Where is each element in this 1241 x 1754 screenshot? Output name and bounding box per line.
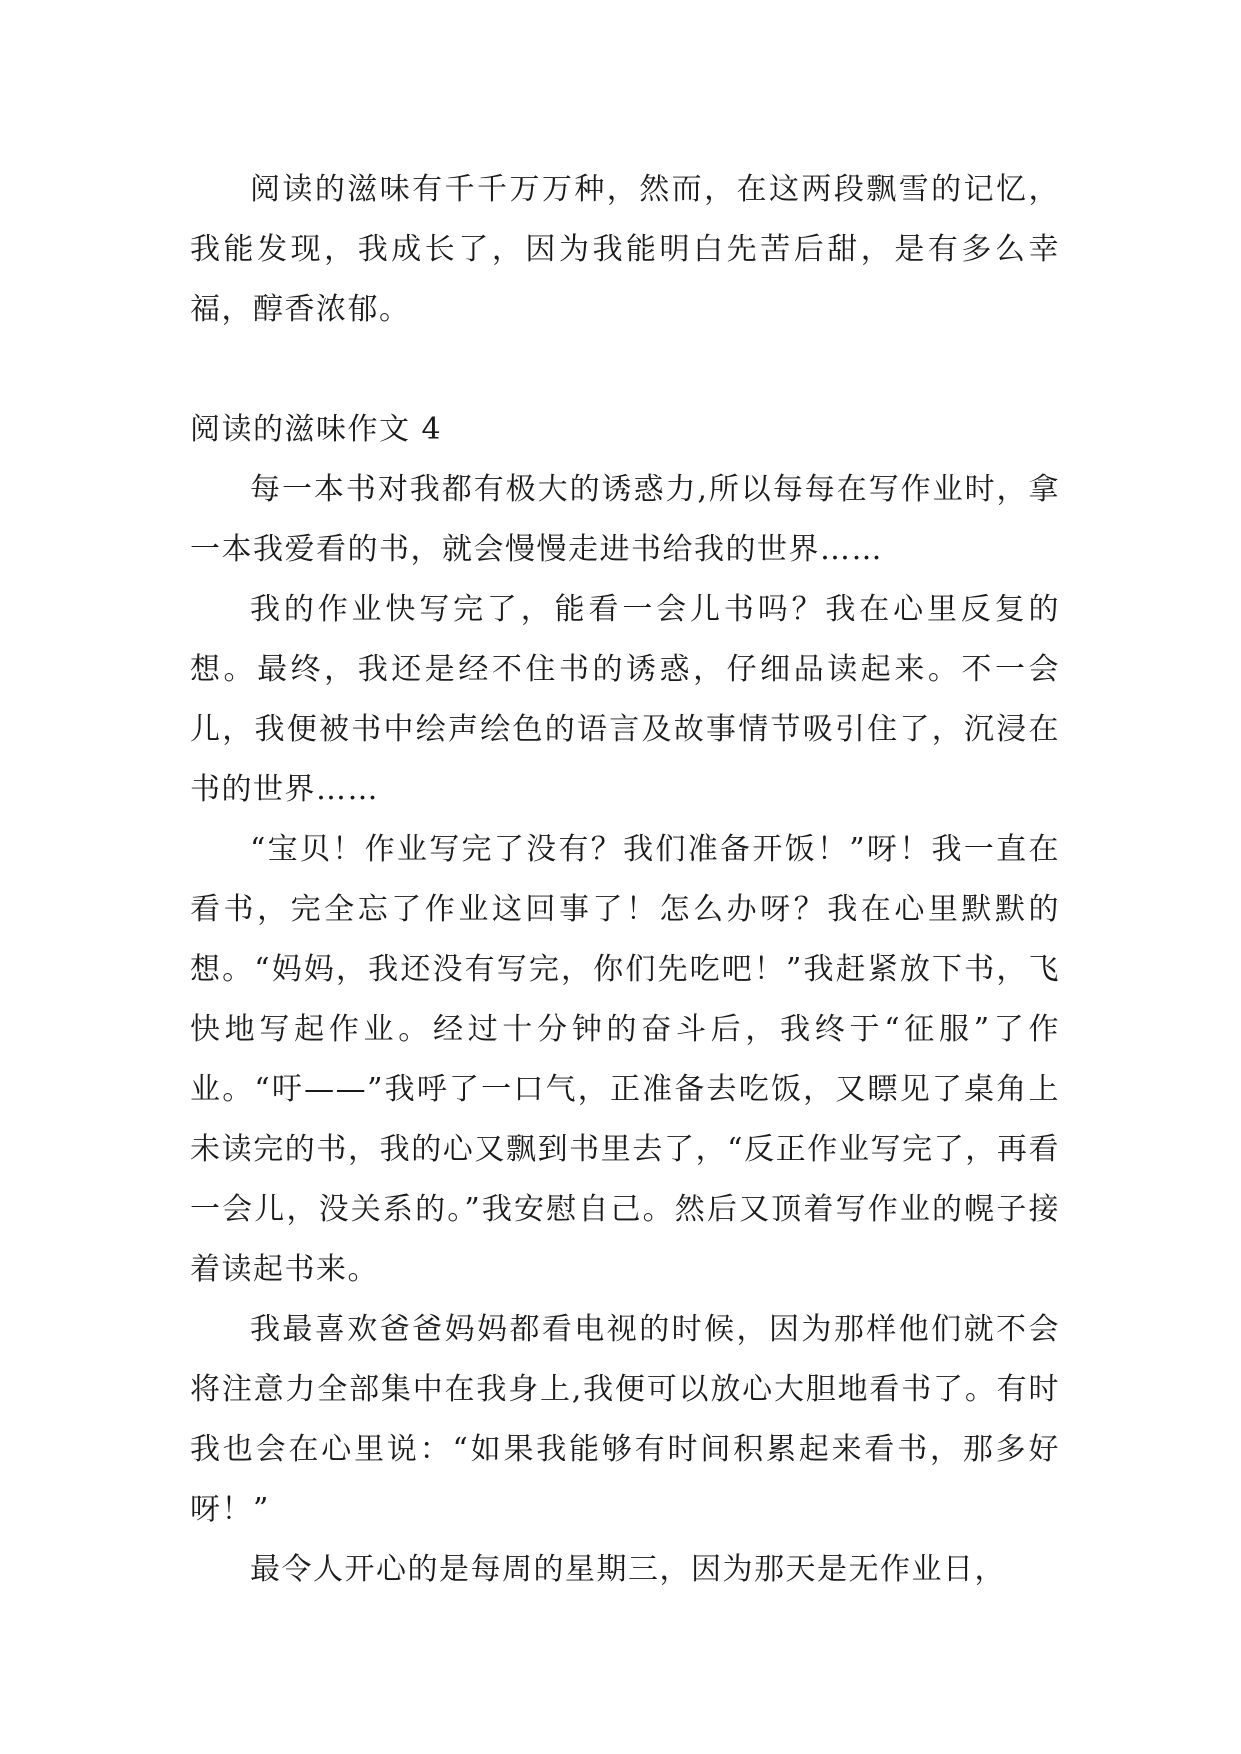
paragraph-intro: 阅读的滋味有千千万万种，然而，在这两段飘雪的记忆，我能发现，我成长了，因为我能明白先苦后甜，是有多么幸福，醇香浓郁。 (190, 172, 1060, 327)
paragraph-spacer (190, 340, 1060, 400)
paragraph-2: 我的作业快写完了，能看一会儿书吗？我在心里反复的想。最终，我还是经不住书的诱惑，仔细品读起来。不一会儿，我便被书中绘声绘色的语言及故事情节吸引住了，沉浸在书的世界…… (190, 592, 1060, 807)
paragraph-5: 最令人开心的是每周的星期三，因为那天是无作业日， (250, 1552, 1006, 1587)
paragraph-3: “宝贝！作业写完了没有？我们准备开饭！”呀！我一直在看书，完全忘了作业这回事了！怎么办呀？我在心里默默的想。“妈妈，我还没有写完，你们先吃吧！”我赶紧放下书，飞快地写起作业。经过十分钟的奋斗后，我终于“征服”了作业。“吁——”我呼了一口气，正准备去吃饭，又瞟见了桌角上未读完的书，我的心又飘到书里去了，“反正作业写完了，再看一会儿，没关系的。”我安慰自己。然后又顶着写作业的幌子接着读起书来。 (190, 832, 1060, 1287)
paragraph-1: 每一本书对我都有极大的诱惑力,所以每每在写作业时，拿一本我爱看的书，就会慢慢走进书给我的世界…… (190, 472, 1060, 567)
document-body (190, 160, 1060, 1600)
paragraph-4: 我最喜欢爸爸妈妈都看电视的时候，因为那样他们就不会将注意力全部集中在我身上,我便可以放心大胆地看书了。有时我也会在心里说：“如果我能够有时间积累起来看书，那多好呀！” (190, 1312, 1060, 1527)
essay-heading: 阅读的滋味作文 4 (190, 412, 443, 447)
